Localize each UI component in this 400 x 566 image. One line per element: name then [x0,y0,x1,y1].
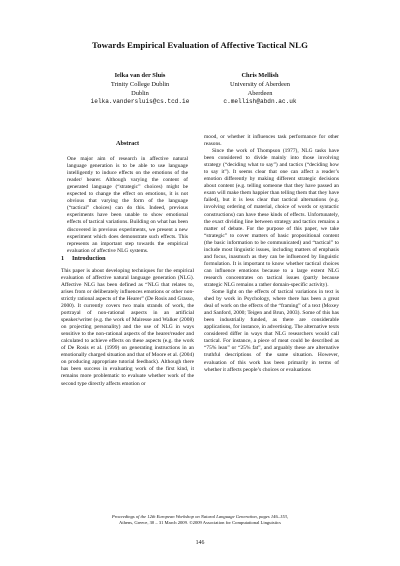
proceedings-footer [60,514,340,526]
intro-paragraph-continued: mood, or whether it influences task performance for other reasons. [204,134,339,148]
author-affiliation: Trinity College Dublin [110,80,170,88]
intro-paragraph-psychology: Some light on the effects of tactical variations in text is shed by work in Psychology, where there has been a great deal of work on the effects of the “framing” of a text (Moxey and Sanford, 2000; Teigen and Brun, 2003). Some of this has been industrially funded, as there are considerable applications, for instance, in advertising. The alternative texts considered differ in ways that NLG researchers would call tactical. For instance, a piece of meat could be described as “75% lean” or “25% fat”, and arguably these are alternative truthful descriptions of the same situation. However, evaluation of this work has been primarily in terms of whether it affects people’s choices or evaluations [204,289,339,373]
abstract-heading: Abstract [115,140,140,147]
intro-paragraph-strategy-tactics: Since the work of Thompson (1977), NLG tasks have been considered to divide mainly into those involving strategy (“deciding what to say”) and tactics (“deciding how to say it”). It seems clear that one can affect a reader’s emotion differently by making different strategic decisions about content (e.g. telling someone that they have passed an exam will make them happier than telling them that they have failed), but it is less clear that tactical alternations (e.g. involving ordering of material, choice of words or syntactic constructions) can have these kinds of effects. Unfortunately, the exact dividing line between strategy and tactics remains a matter of debate. For the purpose of this paper, we take “strategic” to cover matters of basic propositional content (the basic information to be communicated) and “tactical” to include most linguistic issues, including matters of emphasis and focus, inasmuch as they can be influenced by linguistic formulation. It is important to know whether tactical choices can influence emotions because to a large extent NLG research concentrates on tactical issues (partly because strategic NLG remains a rather domain-specific activity). [204,148,339,288]
section-heading-introduction [61,255,194,262]
abstract-body: One major aim of research in affective natural language generation is to be able to use language intelligently to induce effects on the emotions of the reader/ hearer. Although varying the content of generated language (“strategic” choices) might be expected to change the effect on emotions, it is not obvious that varying the form of the language (“tactical” choices) can do this. Indeed, previous experiments have been unable to show emotional effects of tactical variations. Building on what has been discovered in previous experiments, we present a new experiment which does demonstrate such effects. This represents an important step towards the empirical evaluation of affective NLG systems. [67,156,188,254]
author-name: Ielka van der Sluis [114,72,166,79]
copyright-line: Athens, Greece, 30 – 31 March 2009. ©2009 Association for Computational Linguistics [119,520,281,525]
author-name: Chris Mellish [241,72,279,79]
section-number: 1 [61,254,65,262]
author-affiliation: University of Aberdeen [230,80,290,88]
right-column [204,134,339,374]
section-title: Introduction [72,254,106,262]
paper-title: Towards Empirical Evaluation of Affective Tactical NLG [92,40,308,50]
author-block [210,72,310,107]
author-city: Dublin [131,89,149,97]
author-city: Aberdeen [247,89,273,97]
intro-paragraph: This paper is about developing techniques for the empirical evaluation of affective natural language generation (NLG). Affective NLG has been defined as “NLG that relates to, arises from or deliberately influences emotions or other non-strictly rational aspects of the Hearer” (De Rosis and Grasso, 2000). It currently covers two main strands of work, the portrayal of non-rational aspects in an artificial speaker/writer (e.g. the work of Mairesse and Walker (2008) on projecting personality) and the use of NLG in ways sensitive to the non-rational aspects of the hearer/reader and calculated to achieve effects on these aspects (e.g. the work of De Rosis et al. (1999) on generating instructions in an emotionally charged situation and that of Moore et al. (2004) on producing appropriate tutorial feedback). Although there has been success in evaluating work of the first kind, it remains more problematic to evaluate whether work of the second type directly affects emotion or [61,267,194,387]
author-email: c.mellish@abdn.ac.uk [223,98,297,106]
page-number: 146 [195,540,205,546]
author-email: ielka.vandersluis@cs.tcd.ie [90,98,190,106]
proceedings-line: Proceedings of the 12th European Workshop on Natural Language Generation, pages 146–153, [111,514,289,519]
left-column [61,134,194,388]
author-block [88,72,192,107]
